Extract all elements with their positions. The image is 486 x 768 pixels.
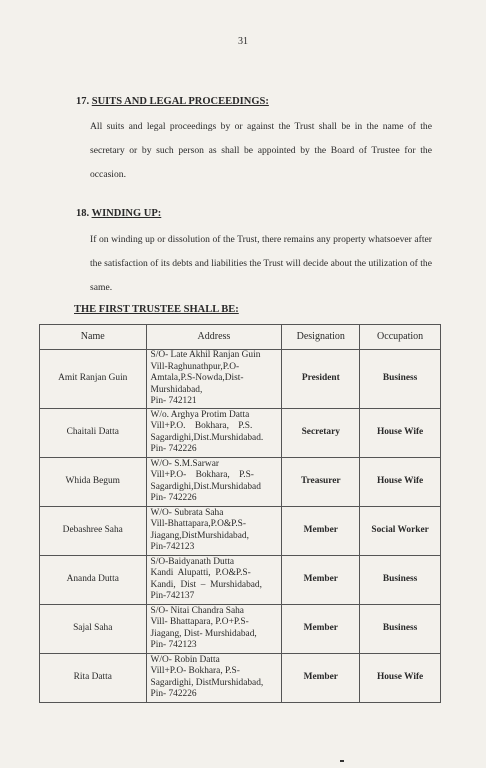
section-17-body: All suits and legal proceedings by or against the Trust shall be in the name of the secretary or by such person as shall be appointed by the Board of Trustee for the occasion. [90,121,432,180]
trustee-designation: Member [282,653,360,702]
section-18-title: WINDING UP: [91,208,162,219]
trustee-table-heading: THE FIRST TRUSTEE SHALL BE: [74,304,239,315]
trustee-name: Debashree Saha [40,506,147,555]
address-line: Kandi Alupatti, P.O&P.S- [150,568,251,578]
address-line: Pin- 742121 [150,396,197,406]
section-17-heading [76,96,269,107]
address-line: Vill-Raghunathpur,P.O- [150,361,240,372]
trustee-address [146,653,282,702]
address-line: W/o. Arghya Protim Datta [150,409,250,420]
address-line: Jiagang, Dist- Murshidabad, [150,628,257,639]
address-line: Vill- Bhattapara, P.O+P.S- [150,617,249,627]
address-line: Pin- 742123 [150,640,197,650]
address-line: W/O- Subrata Saha [150,507,224,518]
trustee-address [146,604,282,653]
trustee-address [146,350,282,409]
address-line: Vill+P.O- Bokhara, P.S- [150,470,254,480]
trustee-name: Amit Ranjan Guin [40,350,147,409]
trustee-designation: Secretary [282,408,360,457]
section-17-title: SUITS AND LEGAL PROCEEDINGS: [91,96,269,107]
trustee-designation: Member [282,604,360,653]
address-line: S/O- Late Akhil Ranjan Guin [150,350,261,360]
page-mark [340,760,344,762]
trustee-occupation: Business [360,555,441,604]
trustee-name: Whida Begum [40,457,147,506]
address-line: Vill+P.O. Bokhara, P.S. [150,421,253,431]
address-line: W/O- Robin Datta [150,654,220,665]
table-row [40,555,441,604]
address-line: Sagardighi, DistMurshidabad, [150,677,264,688]
trustee-designation: President [282,350,360,409]
address-line: Pin- 742226 [150,689,197,699]
trustee-designation: Member [282,555,360,604]
trustee-occupation: House Wife [360,653,441,702]
section-17-number: 17. [76,96,90,107]
trustee-name: Sajal Saha [40,604,147,653]
address-line: W/O- S.M.Sarwar [150,458,219,469]
address-line: S/O- Nitai Chandra Saha [150,605,244,616]
address-line: Vill-Bhattapara,P.O&P.S- [150,519,247,529]
table-row [40,653,441,702]
address-line: Amtala,P.S-Nowda,Dist- [150,373,244,383]
trustee-occupation: Business [360,604,441,653]
address-line: Jiagang,DistMurshidabad, [150,530,249,541]
address-line: Vill+P.O- Bokhara, P.S- [150,666,240,676]
address-line: Sagardighi,Dist.Murshidabad [150,481,261,492]
header-occupation: Occupation [360,325,441,350]
trustee-table [39,324,441,703]
trustee-name: Chaitali Datta [40,408,147,457]
trustee-address [146,457,282,506]
address-line: Pin- 742226 [150,444,197,454]
table-row [40,506,441,555]
address-line: Pin-742137 [150,591,195,601]
trustee-address [146,506,282,555]
header-address: Address [146,325,282,350]
table-header-row [40,325,441,350]
header-designation: Designation [282,325,360,350]
trustee-designation: Treasurer [282,457,360,506]
address-line: Murshidabad, [150,384,203,395]
trustee-name: Rita Datta [40,653,147,702]
trustee-occupation: House Wife [360,457,441,506]
trustee-address [146,555,282,604]
table-row [40,350,441,409]
trustee-occupation: Business [360,350,441,409]
trustee-address [146,408,282,457]
table-row [40,457,441,506]
address-line: Pin-742123 [150,542,195,552]
section-18-number: 18. [76,208,90,219]
trustee-occupation: House Wife [360,408,441,457]
section-18-body: If on winding up or dissolution of the Trust, there remains any property whatsoever after the satisfaction of its debts and liabilities the Trust will decide about the utilization of the same. [90,234,432,293]
trustee-occupation: Social Worker [360,506,441,555]
section-18-heading [76,208,161,219]
header-name: Name [40,325,147,350]
address-line: Pin- 742226 [150,493,197,503]
address-line: S/O-Baidyanath Dutta [150,556,235,567]
address-line: Kandi, Dist – Murshidabad, [150,579,262,590]
table-row [40,604,441,653]
address-line: Sagardighi,Dist.Murshidabad. [150,432,264,443]
page-number: 31 [238,36,248,47]
table-row [40,408,441,457]
trustee-name: Ananda Dutta [40,555,147,604]
trustee-designation: Member [282,506,360,555]
